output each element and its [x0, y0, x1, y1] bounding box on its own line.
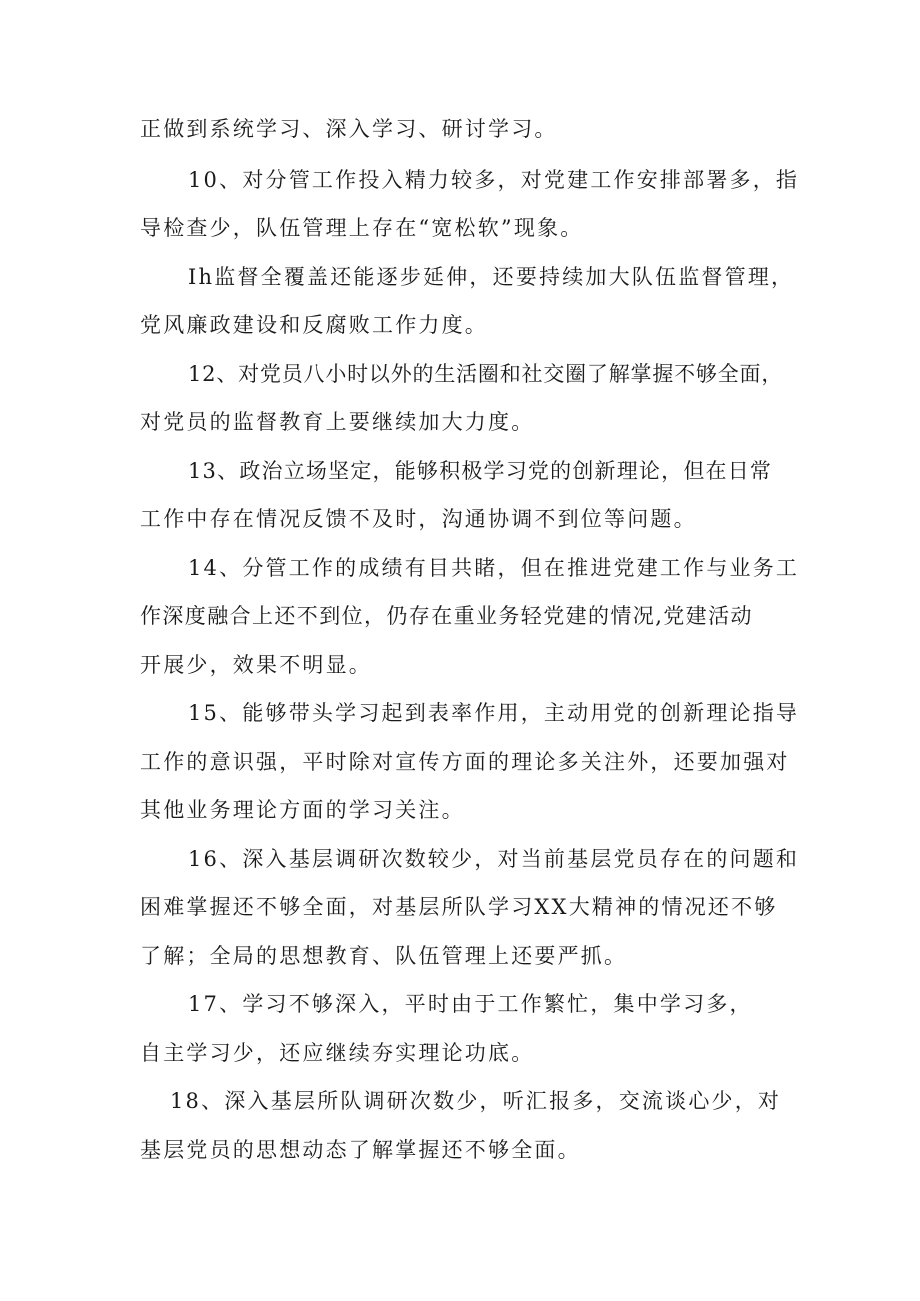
text-line: 工作的意识强，平时除对宣传方面的理论多关注外，还要加强对	[140, 750, 790, 774]
text-line: Ih监督全覆盖还能逐步延伸，还要持续加大队伍监督管理，	[188, 265, 795, 289]
text-line: 基层党员的思想动态了解掌握还不够全面。	[140, 1138, 581, 1162]
text-line: 作深度融合上还不到位，仍存在重业务轻党建的情况,党建活动	[140, 604, 753, 628]
text-line: 自主学习少，还应继续夯实理论功底。	[140, 1041, 535, 1065]
text-line: 对党员的监督教育上要继续加大力度。	[140, 410, 535, 434]
text-line: 了解；全局的思想教育、队伍管理上还要严抓。	[140, 944, 628, 968]
text-line: 开展少，效果不明显。	[140, 653, 372, 677]
text-line: 正做到系统学习、深入学习、研讨学习。	[140, 117, 558, 141]
text-line: 工作中存在情况反馈不及时，沟通协调不到位等问题。	[140, 507, 697, 531]
text-line: 困难掌握还不够全面，对基层所队学习XX大精神的情况还不够	[140, 895, 778, 919]
text-line: 14、分管工作的成绩有目共睹，但在推进党建工作与业务工	[188, 556, 800, 580]
text-line: 导检查少，队伍管理上存在“宽松软”现象。	[140, 216, 584, 240]
text-line: 16、深入基层调研次数较少，对当前基层党员存在的问题和	[188, 847, 800, 871]
text-line: 党风廉政建设和反腐败工作力度。	[140, 313, 488, 337]
text-line: 17、学习不够深入，平时由于工作繁忙，集中学习多，	[188, 992, 753, 1016]
text-line: 18、深入基层所队调研次数少，听汇报多，交流谈心少，对	[170, 1089, 782, 1113]
text-line: 15、能够带头学习起到表率作用，主动用党的创新理论指导	[188, 701, 800, 725]
text-line: 10、对分管工作投入精力较多，对党建工作安排部署多，指	[188, 168, 800, 192]
text-line: 12、对党员八小时以外的生活圈和社交圈了解掌握不够全面，	[188, 362, 784, 386]
text-line: 其他业务理论方面的学习关注。	[140, 798, 465, 822]
text-line: 13、政治立场坚定，能够积极学习党的创新理论，但在日常	[188, 459, 773, 483]
